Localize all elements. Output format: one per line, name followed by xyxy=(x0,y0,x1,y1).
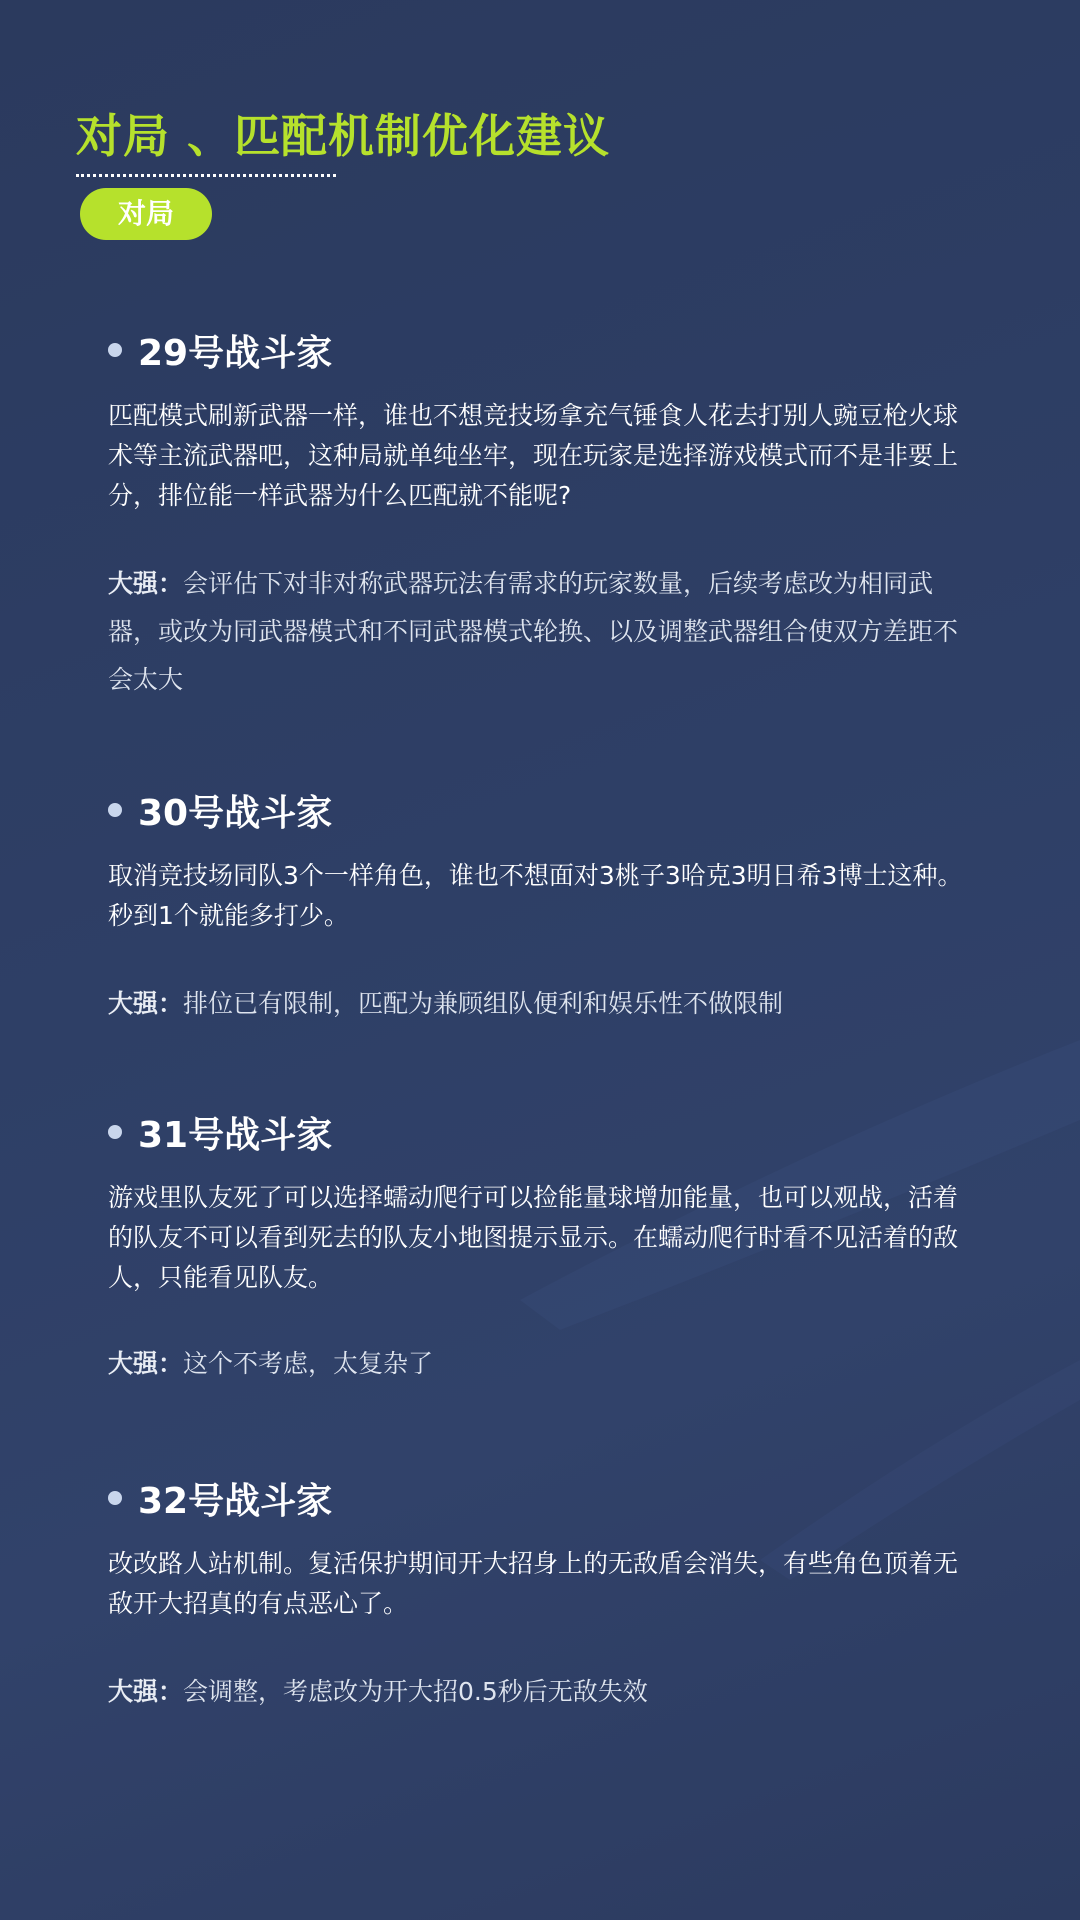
entry-answer xyxy=(108,1668,968,1716)
entry-question: 改改路人站机制。复活保护期间开大招身上的无敌盾会消失，有些角色顶着无敌开大招真的有点恶心了。 xyxy=(108,1549,959,1618)
feedback-entry-30 xyxy=(108,786,968,1028)
entry-header xyxy=(108,1474,968,1522)
section-tag-badge: 对局 xyxy=(80,188,212,240)
page-title: 对局 、匹配机制优化建议 xyxy=(76,109,611,163)
answer-text: 会调整，考虑改为开大招0.5秒后无敌失效 xyxy=(183,1677,648,1706)
entry-question: 取消竞技场同队3个一样角色，谁也不想面对3桃子3哈克3明日希3博士这种。秒到1个就能多打少。 xyxy=(108,861,963,930)
answer-text: 排位已有限制，匹配为兼顾组队便利和娱乐性不做限制 xyxy=(183,989,784,1018)
entry-author: 32号战斗家 xyxy=(138,1480,333,1522)
feedback-entry-32 xyxy=(108,1474,968,1716)
feedback-entry-31 xyxy=(108,1108,968,1388)
entry-header xyxy=(108,1108,968,1156)
answer-label: 大强： xyxy=(108,1677,184,1706)
answer-label: 大强： xyxy=(108,1349,184,1378)
entry-author: 30号战斗家 xyxy=(138,792,333,834)
bullet-icon xyxy=(108,803,122,817)
entry-author: 29号战斗家 xyxy=(138,332,333,374)
bullet-icon xyxy=(108,1125,122,1139)
bullet-icon xyxy=(108,343,122,357)
entry-answer xyxy=(108,560,968,704)
entry-question: 游戏里队友死了可以选择蠕动爬行可以捡能量球增加能量，也可以观战，活着的队友不可以看到死去的队友小地图提示显示。在蠕动爬行时看不见活着的敌人，只能看见队友。 xyxy=(108,1183,959,1292)
entry-header xyxy=(108,326,968,374)
entry-answer xyxy=(108,1340,968,1388)
entry-header xyxy=(108,786,968,834)
entry-author: 31号战斗家 xyxy=(138,1114,333,1156)
answer-label: 大强： xyxy=(108,989,184,1018)
entry-question: 匹配模式刷新武器一样，谁也不想竞技场拿充气锤食人花去打别人豌豆枪火球术等主流武器吧，这种局就单纯坐牢，现在玩家是选择游戏模式而不是非要上分，排位能一样武器为什么匹配就不能呢? xyxy=(108,401,959,510)
bullet-icon xyxy=(108,1491,122,1505)
feedback-entry-29 xyxy=(108,326,968,704)
answer-label: 大强： xyxy=(108,569,184,598)
answer-text: 这个不考虑，太复杂了 xyxy=(183,1349,434,1378)
answer-text: 会评估下对非对称武器玩法有需求的玩家数量，后续考虑改为相同武器，或改为同武器模式和不同武器模式轮换、以及调整武器组合使双方差距不会太大 xyxy=(108,569,959,694)
entry-answer xyxy=(108,980,968,1028)
title-underline xyxy=(76,174,336,177)
